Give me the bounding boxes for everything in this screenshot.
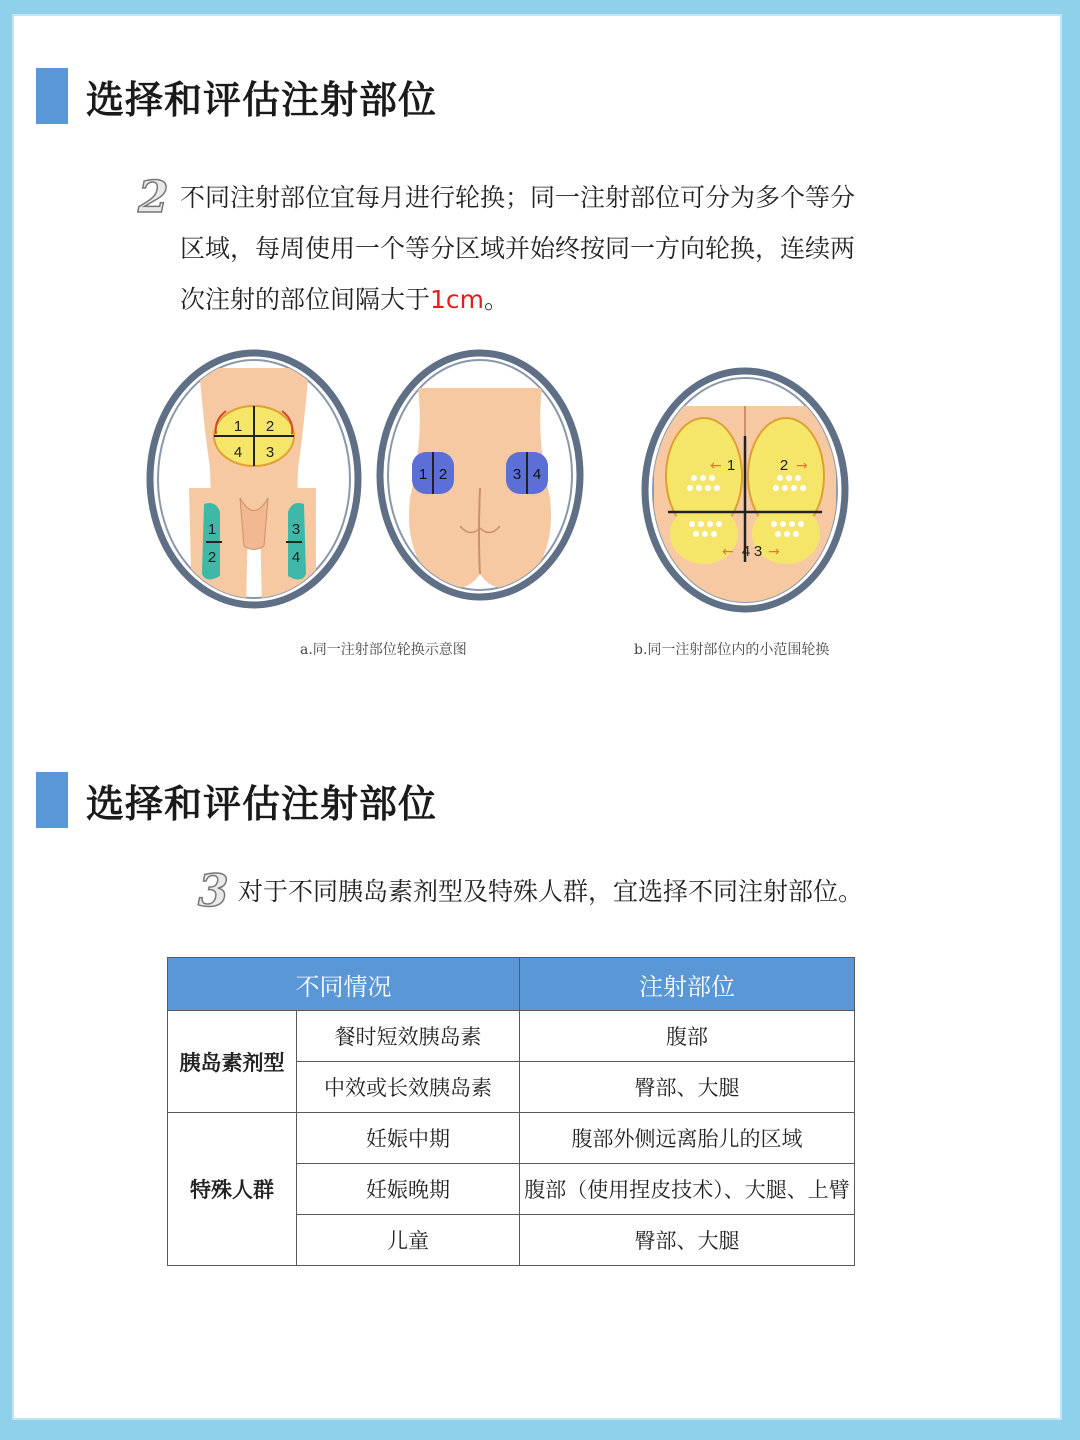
zone-label: 3 bbox=[512, 466, 522, 483]
point-2-line-2: 区域，每周使用一个等分区域并始终按同一方向轮换，连续两 bbox=[180, 234, 856, 263]
site-cell: 腹部（使用捏皮技术）、大腿、上臂 bbox=[520, 1164, 855, 1215]
section-accent-bar bbox=[36, 68, 68, 124]
zone-label: 2 bbox=[438, 466, 448, 483]
point-2-line-1: 不同注射部位宜每月进行轮换；同一注射部位可分为多个等分 bbox=[180, 183, 856, 212]
svg-text:→: → bbox=[796, 458, 808, 474]
zone-label: 4 bbox=[741, 543, 751, 560]
injection-site-table bbox=[167, 957, 855, 1266]
zone-label: 2 bbox=[265, 418, 275, 435]
zone-label: 1 bbox=[233, 418, 243, 435]
section-title: 选择和评估注射部位 bbox=[86, 781, 438, 826]
svg-text:←: ← bbox=[722, 544, 734, 560]
svg-text:←: ← bbox=[710, 458, 722, 474]
point-3-text: 对于不同胰岛素剂型及特殊人群，宜选择不同注射部位。 bbox=[238, 877, 864, 906]
section-accent-bar bbox=[36, 772, 68, 828]
condition-cell: 儿童 bbox=[297, 1215, 520, 1266]
section-header-2 bbox=[36, 772, 437, 828]
table-row bbox=[168, 1011, 855, 1062]
zone-label: 3 bbox=[265, 444, 275, 461]
group-label-special-population: 特殊人群 bbox=[168, 1113, 297, 1266]
column-header-situation: 不同情况 bbox=[168, 958, 520, 1011]
section-title: 选择和评估注射部位 bbox=[86, 77, 438, 122]
site-cell: 腹部外侧远离胎儿的区域 bbox=[520, 1113, 855, 1164]
table-row bbox=[168, 1113, 855, 1164]
buttocks-rotation-diagram bbox=[374, 348, 586, 602]
column-header-site: 注射部位 bbox=[520, 958, 855, 1011]
front-rotation-diagram bbox=[144, 348, 364, 610]
point-number: 3 bbox=[198, 866, 229, 917]
distance-highlight: 1cm bbox=[430, 285, 485, 314]
condition-cell: 妊娠中期 bbox=[297, 1113, 520, 1164]
site-cell: 臀部、大腿 bbox=[520, 1215, 855, 1266]
point-2-line-3-end: 。 bbox=[484, 285, 510, 314]
point-number: 2 bbox=[138, 172, 169, 223]
svg-text:→: → bbox=[768, 544, 780, 560]
condition-cell: 餐时短效胰岛素 bbox=[297, 1011, 520, 1062]
zone-label: 3 bbox=[753, 543, 763, 560]
figure-caption-b: b.同一注射部位内的小范围轮换 bbox=[634, 642, 830, 658]
section-header-1 bbox=[36, 68, 437, 124]
table-header-row bbox=[168, 958, 855, 1011]
site-cell: 腹部 bbox=[520, 1011, 855, 1062]
zone-label: 4 bbox=[233, 444, 243, 461]
point-2-line-3-start: 次注射的部位间隔大于 bbox=[180, 285, 431, 314]
figure-caption-a: a.同一注射部位轮换示意图 bbox=[300, 642, 467, 658]
zone-label: 2 bbox=[779, 457, 789, 474]
page bbox=[14, 16, 1060, 1418]
zone-label: 3 bbox=[291, 521, 301, 538]
zone-label: 1 bbox=[726, 457, 736, 474]
condition-cell: 中效或长效胰岛素 bbox=[297, 1062, 520, 1113]
zone-label: 1 bbox=[418, 466, 428, 483]
point-2-text bbox=[180, 172, 855, 325]
zone-label: 4 bbox=[291, 549, 301, 566]
point-2-line-3 bbox=[180, 274, 855, 325]
zone-label: 1 bbox=[207, 521, 217, 538]
condition-cell: 妊娠晚期 bbox=[297, 1164, 520, 1215]
zone-label: 4 bbox=[532, 466, 542, 483]
site-cell: 臀部、大腿 bbox=[520, 1062, 855, 1113]
group-label-insulin-type: 胰岛素剂型 bbox=[168, 1011, 297, 1113]
abdomen-small-rotation-diagram bbox=[640, 366, 850, 614]
zone-label: 2 bbox=[207, 549, 217, 566]
